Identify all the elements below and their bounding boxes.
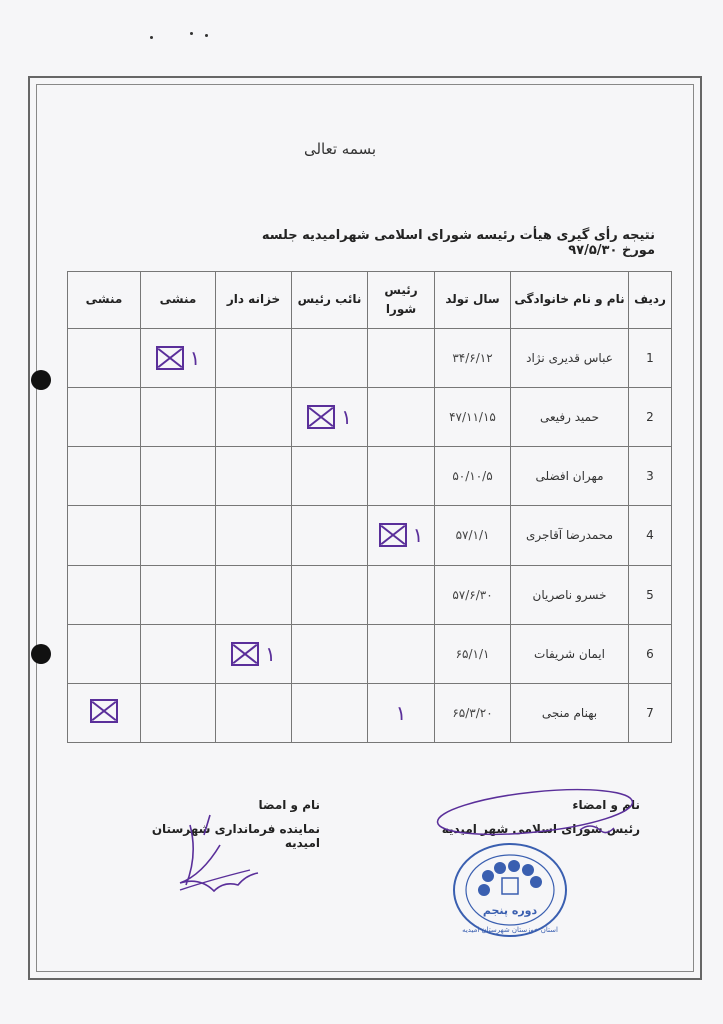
row-index: 1 [629, 329, 672, 388]
vote-cell-treasurer [216, 447, 292, 506]
vote-cell-secretary2 [68, 683, 141, 742]
vote-cell-chairman [368, 329, 435, 388]
vote-cell-secretary2 [68, 329, 141, 388]
table-row [68, 624, 672, 683]
vote-cell-secretary1 [141, 329, 216, 388]
row-index: 7 [629, 683, 672, 742]
scan-speck [205, 34, 208, 37]
crossed-box-icon [156, 346, 184, 370]
row-index: 2 [629, 388, 672, 447]
vote-mark [156, 346, 201, 370]
row-index: 4 [629, 506, 672, 565]
crossed-box-icon [379, 523, 407, 547]
vote-cell-chairman [368, 565, 435, 624]
vote-cell-secretary2 [68, 506, 141, 565]
row-index: 3 [629, 447, 672, 506]
header-secretary-2: منشی [68, 272, 141, 329]
official-seal [450, 838, 580, 948]
table-row [68, 565, 672, 624]
birth-date: ۳۴/۶/۱۲ [435, 329, 511, 388]
vote-cell-secretary1 [141, 683, 216, 742]
signature-label: نام و امضاء [572, 798, 640, 812]
signature-scribble-left [150, 805, 270, 905]
vote-cell-chairman [368, 388, 435, 447]
birth-date: ۵۷/۶/۳۰ [435, 565, 511, 624]
birth-date: ۵۰/۱۰/۵ [435, 447, 511, 506]
member-name: خسرو ناصریان [511, 565, 629, 624]
vote-cell-chairman [368, 683, 435, 742]
table-row [68, 329, 672, 388]
member-name: محمدرضا آقاجری [511, 506, 629, 565]
birth-date: ۵۷/۱/۱ [435, 506, 511, 565]
vote-cell-treasurer [216, 683, 292, 742]
table-row [68, 506, 672, 565]
vote-cell-treasurer [216, 329, 292, 388]
signature-role: نماینده فرمانداری شهرستان امیدیه [151, 822, 320, 850]
table-row [68, 447, 672, 506]
birth-date: ۶۵/۳/۲۰ [435, 683, 511, 742]
vote-results-table [67, 271, 672, 743]
table-row [68, 683, 672, 742]
header-index: ردیف [629, 272, 672, 329]
vote-cell-secretary2 [68, 388, 141, 447]
member-name: ایمان شریفات [511, 624, 629, 683]
vote-cell-vice [292, 329, 368, 388]
signature-label: نام و امضا [258, 798, 320, 812]
signature-role: رئیس شورای اسلامی شهر امیدیه [441, 822, 640, 836]
header-name: نام و نام خانوادگی [511, 272, 629, 329]
crossed-box-icon [231, 642, 259, 666]
vote-cell-vice [292, 447, 368, 506]
punch-hole-top [31, 370, 51, 390]
member-name: بهنام منجی [511, 683, 629, 742]
vote-cell-chairman [368, 447, 435, 506]
seal-ring-text: استان خوزستان شهرستان امیدیه [462, 926, 558, 934]
vote-cell-treasurer [216, 506, 292, 565]
vote-cell-secretary1 [141, 624, 216, 683]
vote-cell-secretary2 [68, 447, 141, 506]
vote-cell-vice [292, 624, 368, 683]
document-title: نتیجه رأی گیری هیأت رئیسه شورای اسلامی شهرامیدیه جلسه مورخ ۹۷/۵/۳۰ [261, 228, 655, 258]
vote-cell-treasurer [216, 388, 292, 447]
birth-date: ۴۷/۱۱/۱۵ [435, 388, 511, 447]
header-treasurer: خزانه دار [216, 272, 292, 329]
vote-cell-secretary2 [68, 565, 141, 624]
scan-speck [190, 32, 193, 35]
header-vice-chairman: نائب رئیس [292, 272, 368, 329]
header-birth-year: سال تولد [435, 272, 511, 329]
crossed-box-icon [90, 699, 118, 723]
member-name: عباس قدیری نژاد [511, 329, 629, 388]
vote-cell-secretary1 [141, 565, 216, 624]
vote-cell-vice [292, 506, 368, 565]
vote-mark [307, 405, 352, 429]
row-index: 6 [629, 624, 672, 683]
vote-count: ۱ [341, 405, 352, 430]
signature-scribble-right [430, 782, 640, 842]
punch-hole-bottom [31, 644, 51, 664]
vote-mark [231, 642, 276, 666]
seal-text: دوره پنجم [482, 904, 538, 917]
vote-cell-chairman [368, 506, 435, 565]
vote-count: ۱ [395, 700, 407, 725]
vote-mark [379, 523, 424, 547]
table-header-row [68, 272, 672, 329]
member-name: مهران افضلی [511, 447, 629, 506]
crossed-box-icon [307, 405, 335, 429]
vote-mark [90, 699, 118, 723]
vote-cell-treasurer [216, 565, 292, 624]
vote-count: ۱ [189, 346, 201, 371]
row-index: 5 [629, 565, 672, 624]
vote-count: ۱ [265, 641, 276, 666]
table-row [68, 388, 672, 447]
vote-cell-vice [292, 388, 368, 447]
birth-date: ۶۵/۱/۱ [435, 624, 511, 683]
member-name: حمید رفیعی [511, 388, 629, 447]
header-secretary-1: منشی [141, 272, 216, 329]
vote-cell-chairman [368, 624, 435, 683]
vote-cell-secretary1 [141, 447, 216, 506]
scan-speck [150, 36, 153, 39]
vote-cell-secretary1 [141, 506, 216, 565]
vote-cell-vice [292, 565, 368, 624]
vote-cell-secretary2 [68, 624, 141, 683]
vote-count: ۱ [412, 523, 424, 548]
vote-cell-vice [292, 683, 368, 742]
vote-cell-treasurer [216, 624, 292, 683]
basmala-heading: بسمه تعالی [303, 140, 377, 158]
header-chairman: رئیس شورا [368, 272, 435, 329]
vote-cell-secretary1 [141, 388, 216, 447]
